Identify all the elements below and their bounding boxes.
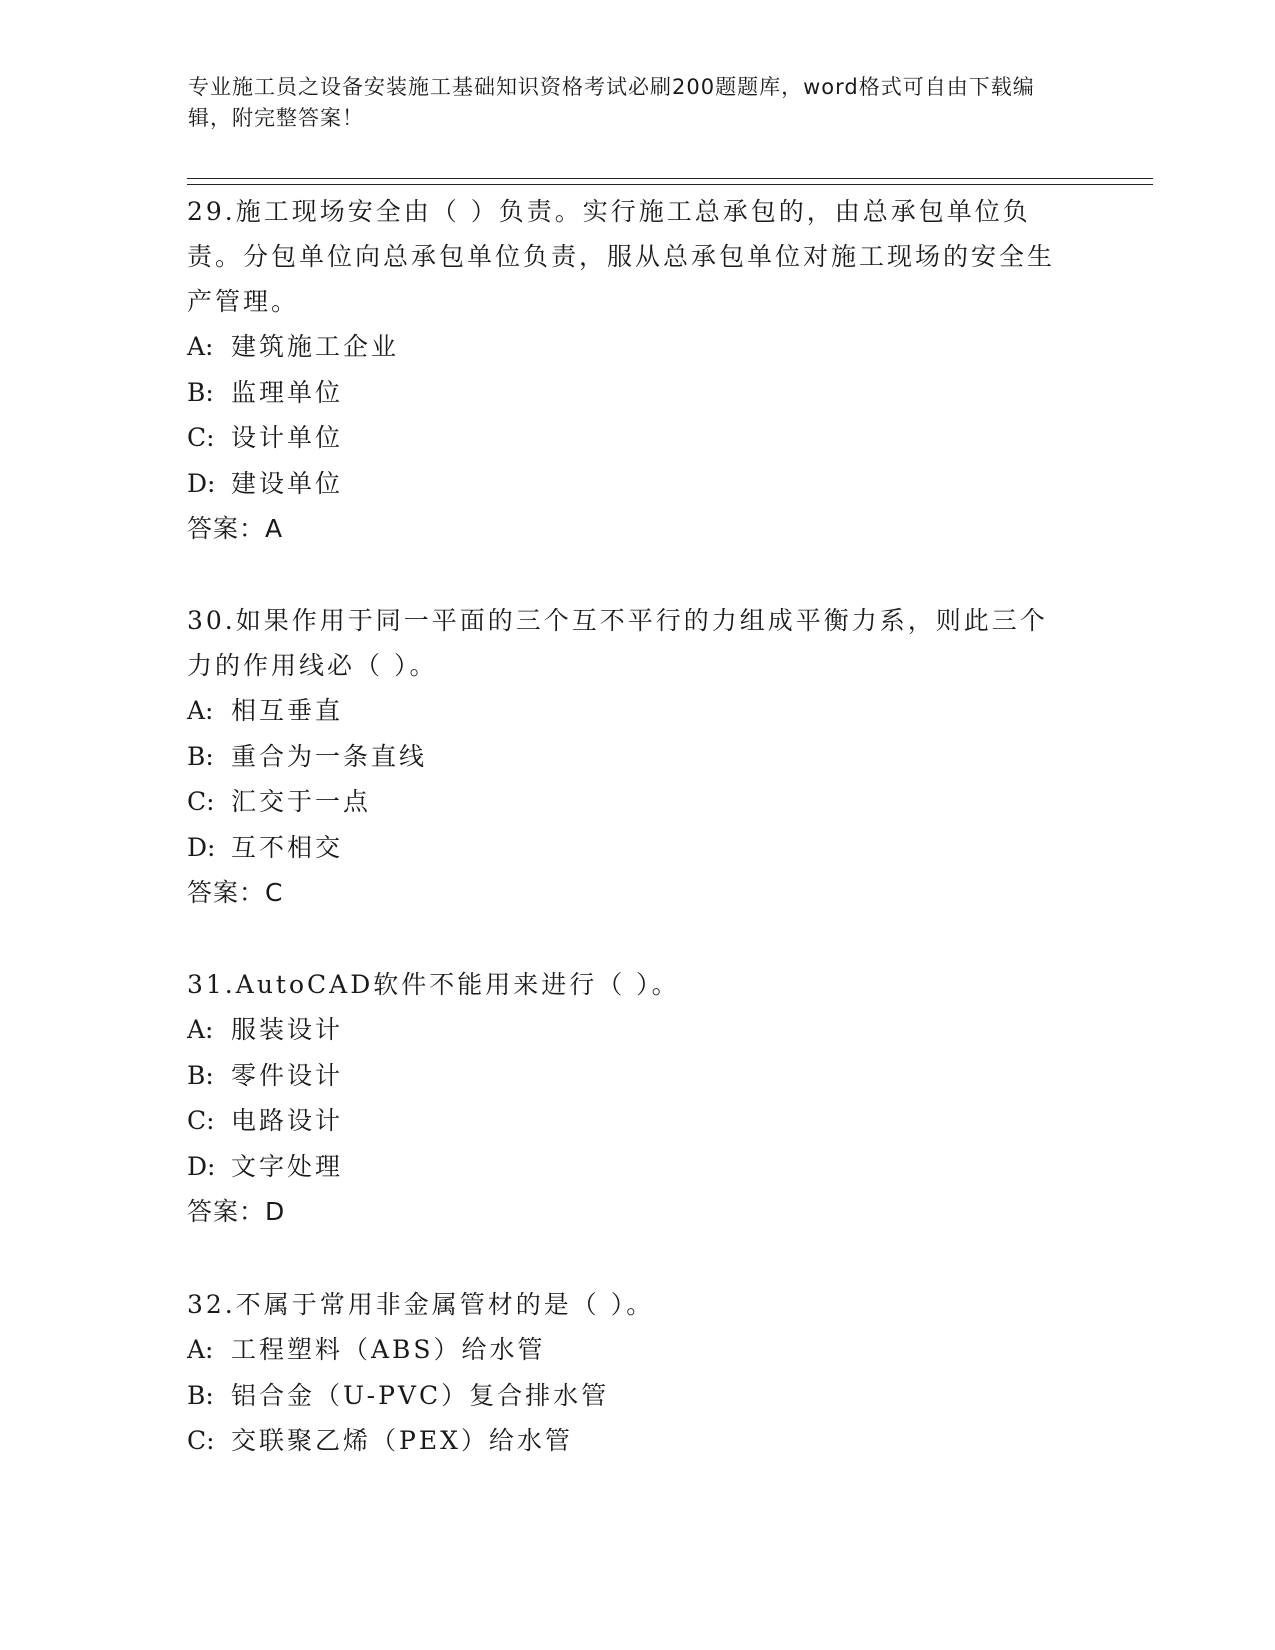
option-letter: C: — [187, 787, 215, 816]
option-c — [187, 415, 1067, 461]
option-letter: D: — [187, 832, 216, 862]
option-b — [187, 1373, 1067, 1419]
option-text: 铝合金（U-PVC）复合排水管 — [231, 1380, 610, 1410]
question-stem: 31.AutoCAD软件不能用来进行（ ）。 — [187, 970, 680, 999]
option-d — [187, 825, 1067, 871]
option-letter: C: — [187, 1426, 215, 1455]
header-divider-top — [187, 178, 1153, 179]
option-c — [187, 779, 1067, 825]
option-text: 重合为一条直线 — [231, 741, 428, 771]
option-d — [187, 461, 1067, 507]
question-32 — [187, 1282, 1067, 1464]
option-text: 工程塑料（ABS）给水管 — [231, 1335, 546, 1364]
option-text: 监理单位 — [231, 377, 344, 407]
option-text: 零件设计 — [231, 1060, 344, 1090]
option-text: 文字处理 — [231, 1151, 344, 1181]
option-letter: C: — [187, 1106, 215, 1135]
option-letter: A: — [187, 1335, 214, 1364]
option-c — [187, 1098, 1067, 1144]
option-text: 互不相交 — [231, 832, 344, 862]
option-b — [187, 1053, 1067, 1099]
option-a — [187, 688, 1067, 734]
option-a — [187, 324, 1067, 370]
option-letter: B: — [187, 1060, 214, 1090]
option-text: 汇交于一点 — [231, 787, 372, 816]
question-30 — [187, 598, 1067, 916]
option-letter: C: — [187, 423, 215, 452]
option-letter: A: — [187, 332, 214, 361]
option-text: 设计单位 — [231, 423, 344, 452]
option-b — [187, 734, 1067, 780]
option-a — [187, 1327, 1067, 1373]
question-stem: 30.如果作用于同一平面的三个互不平行的力组成平衡力系，则此三个力的作用线必（ ）。 — [187, 606, 1048, 680]
answer: 答案：D — [187, 1197, 286, 1226]
option-letter: B: — [187, 741, 214, 771]
option-text: 相互垂直 — [231, 696, 344, 725]
option-b — [187, 370, 1067, 416]
answer: 答案：C — [187, 878, 284, 907]
header-divider-bottom — [187, 184, 1153, 185]
question-stem: 29.施工现场安全由（ ）负责。实行施工总承包的，由总承包单位负责。分包单位向总承包单位负责，服从总承包单位对施工现场的安全生产管理。 — [187, 197, 1056, 316]
option-text: 建筑施工企业 — [231, 332, 400, 361]
option-text: 电路设计 — [231, 1106, 344, 1135]
option-text: 建设单位 — [231, 468, 344, 498]
option-a — [187, 1007, 1067, 1053]
question-31 — [187, 962, 1067, 1235]
option-c — [187, 1418, 1067, 1464]
question-29 — [187, 189, 1067, 552]
document-header: 专业施工员之设备安装施工基础知识资格考试必刷200题题库，word格式可自由下载编辑，附完整答案！ — [188, 75, 1035, 130]
question-stem: 32.不属于常用非金属管材的是（ ）。 — [187, 1290, 655, 1319]
option-letter: A: — [187, 1015, 214, 1044]
option-letter: D: — [187, 468, 216, 498]
option-letter: B: — [187, 377, 214, 407]
option-letter: B: — [187, 1380, 214, 1410]
option-letter: A: — [187, 696, 214, 725]
option-letter: D: — [187, 1151, 216, 1181]
answer: 答案：A — [187, 514, 284, 543]
option-text: 交联聚乙烯（PEX）给水管 — [231, 1426, 573, 1455]
option-text: 服装设计 — [231, 1015, 344, 1044]
option-d — [187, 1144, 1067, 1190]
